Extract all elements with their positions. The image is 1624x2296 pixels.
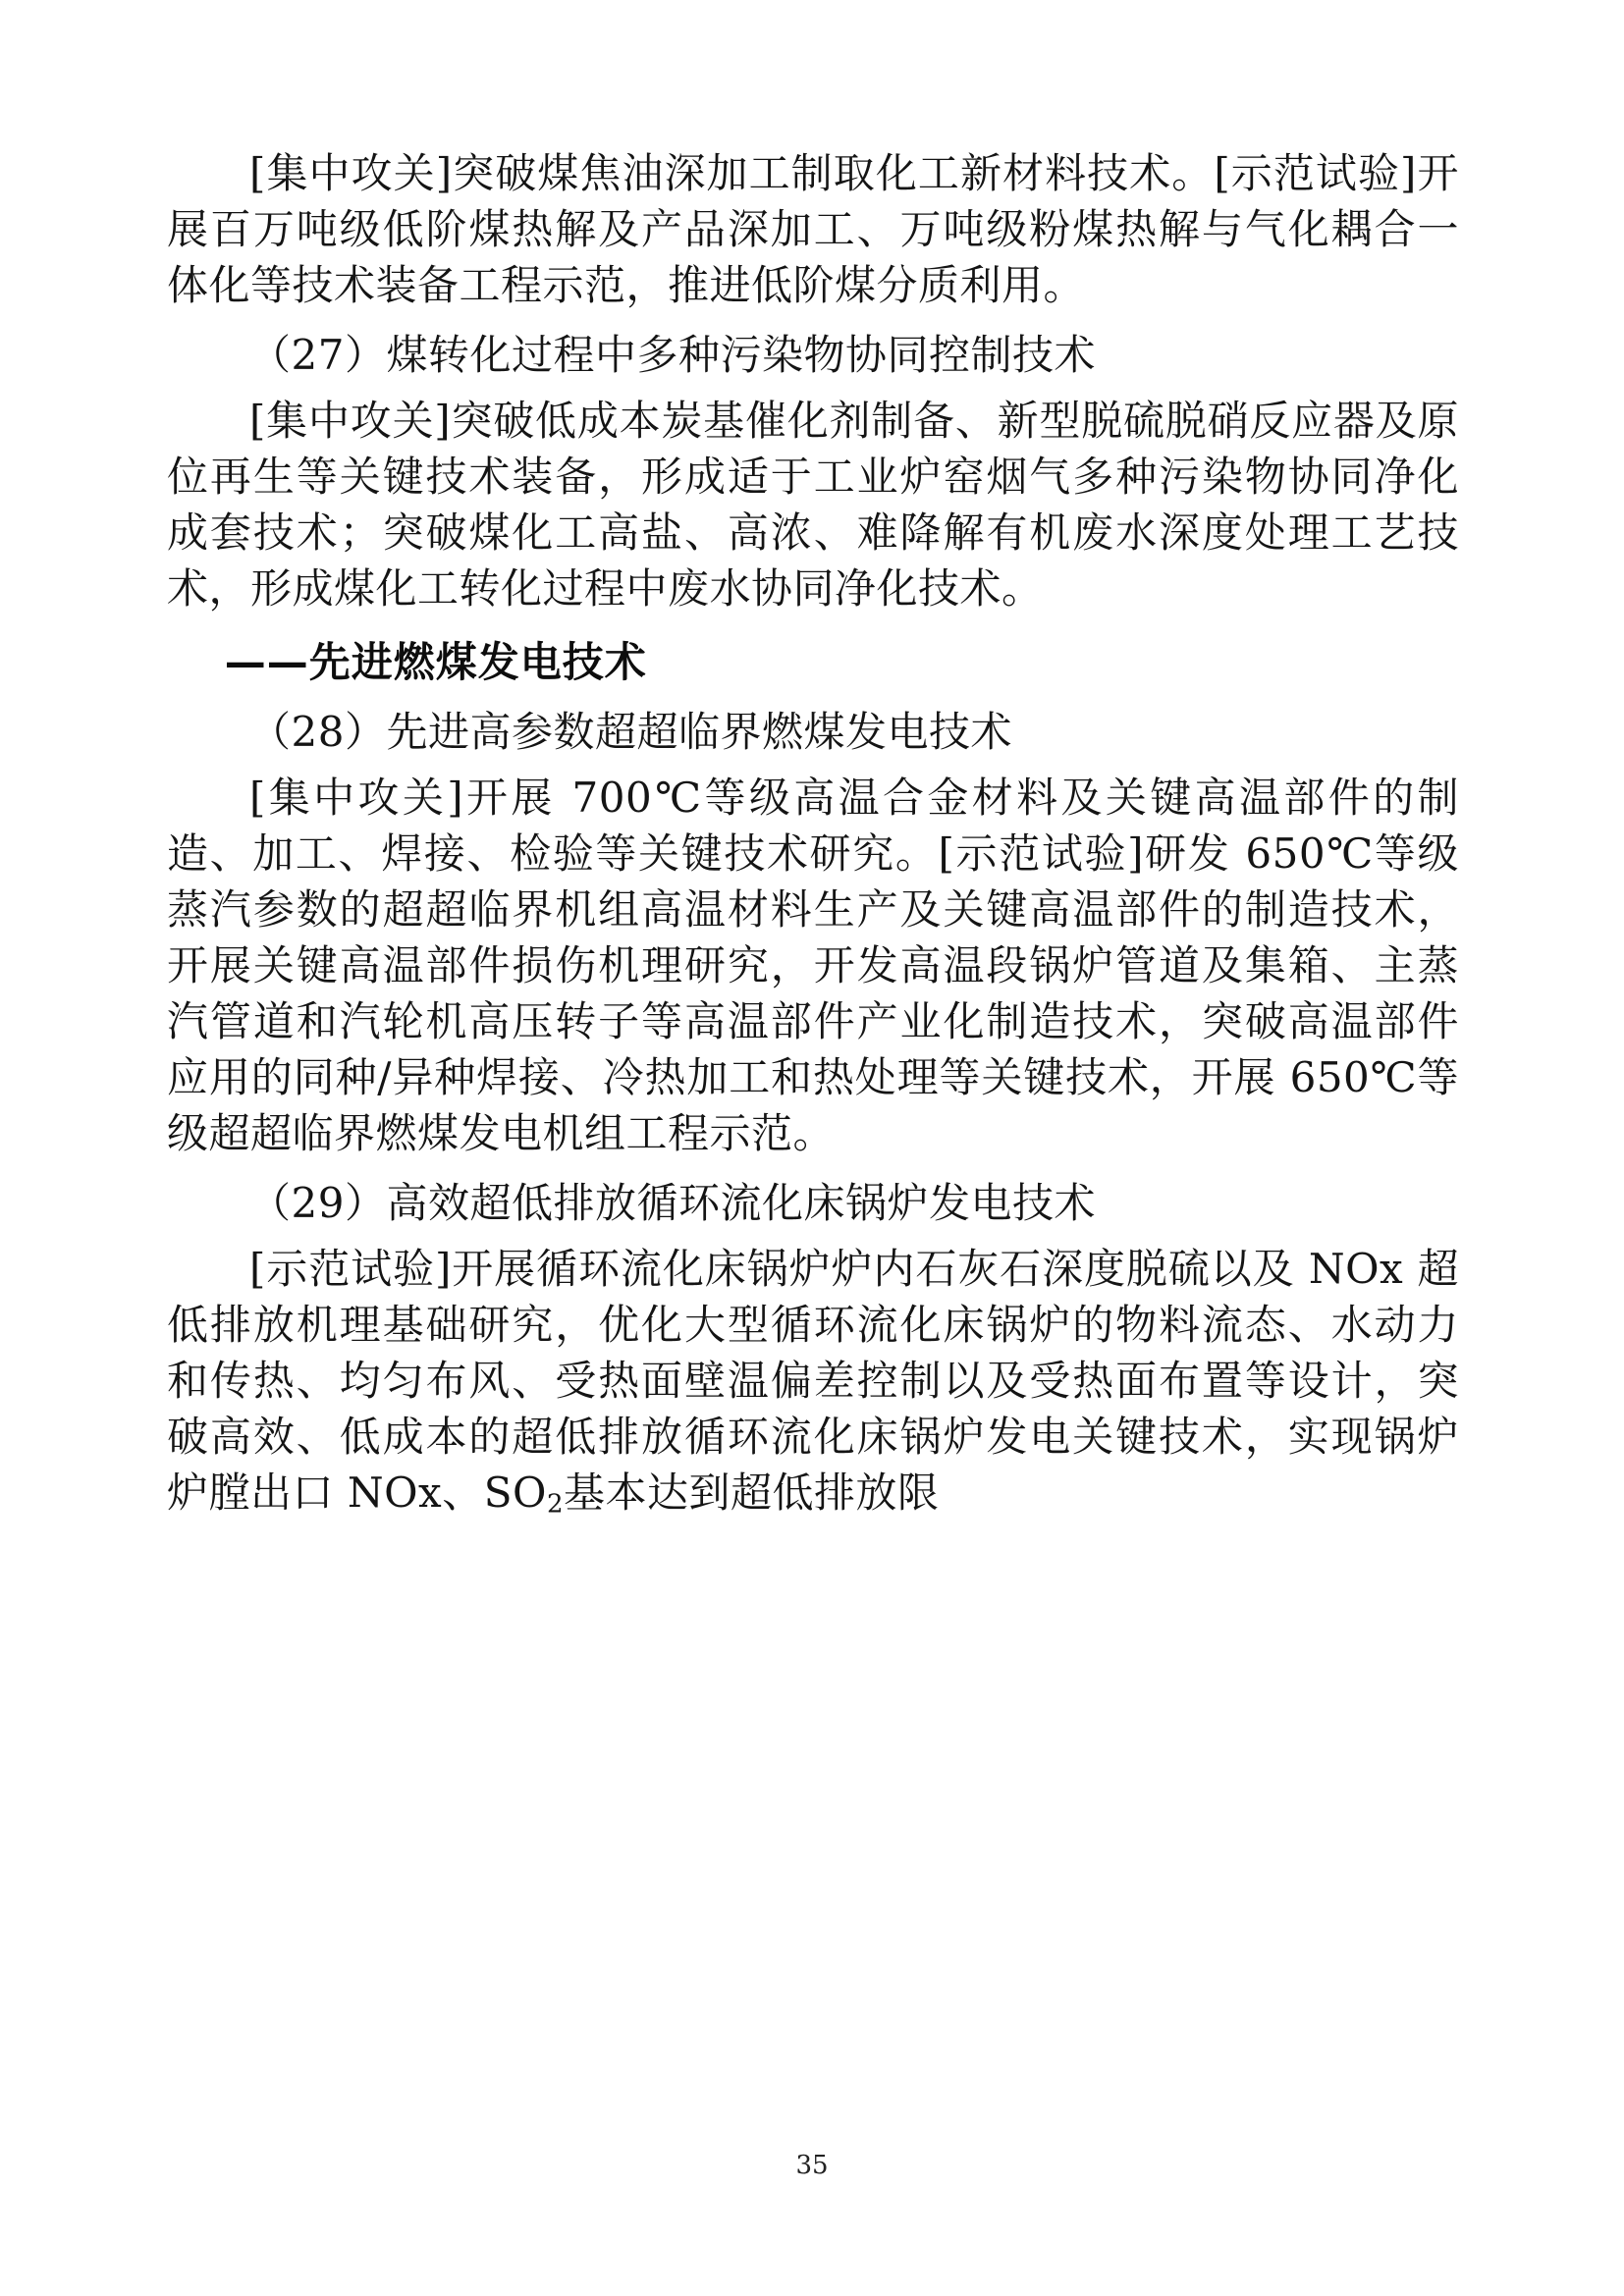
sub-heading-29: （29）高效超低排放循环流化床锅炉发电技术 <box>249 1179 1096 1227</box>
sub-heading-28: （28）先进高参数超超临界燃煤发电技术 <box>249 708 1012 756</box>
paragraph-coal-tar-deep-processing: [集中攻关]突破煤焦油深加工制取化工新材料技术。[示范试验]开展百万吨级低阶煤热解及产品深加工、万吨级粉煤热解与气化耦合一体化等技术装备工程示范，推进低阶煤分质利用。 <box>167 149 1459 309</box>
category-heading-advanced-coal-power: ——先进燃煤发电技术 <box>224 638 647 686</box>
page-number: 35 <box>795 2151 829 2180</box>
paragraph-27-body: [集中攻关]突破低成本炭基催化剂制备、新型脱硫脱硝反应器及原位再生等关键技术装备，形成适于工业炉窑烟气多种污染物协同净化成套技术；突破煤化工高盐、高浓、难降解有机废水深度处理工艺技术，形成煤化工转化过程中废水协同净化技术。 <box>167 397 1459 613</box>
sub-heading-27: （27）煤转化过程中多种污染物协同控制技术 <box>249 331 1096 379</box>
paragraph-29-body: [示范试验]开展循环流化床锅炉炉内石灰石深度脱硫以及 NOx 超低排放机理基础研究，优化大型循环流化床锅炉的物料流态、水动力和传热、均匀布风、受热面壁温偏差控制以及受热面布置等设计，突破高效、低成本的超低排放循环流化床锅炉发电关键技术，实现锅炉炉膛出口 NOx、$SO_2$基本达到超低排放限 <box>167 1245 1460 1520</box>
page-text-body <box>167 145 1459 1521</box>
paragraph-28-body: [集中攻关]开展 700℃等级高温合金材料及关键高温部件的制造、加工、焊接、检验等关键技术研究。[示范试验]研发 650℃等级蒸汽参数的超超临界机组高温材料生产及关键高温部件的制造技术，开展关键高温部件损伤机理研究，开发高温段锅炉管道及集箱、主蒸汽管道和汽轮机高压转子等高温部件产业化制造技术，突破高温部件应用的同种/异种焊接、冷热加工和热处理等关键技术，开展 650℃等级超超临界燃煤发电机组工程示范。 <box>167 774 1459 1157</box>
